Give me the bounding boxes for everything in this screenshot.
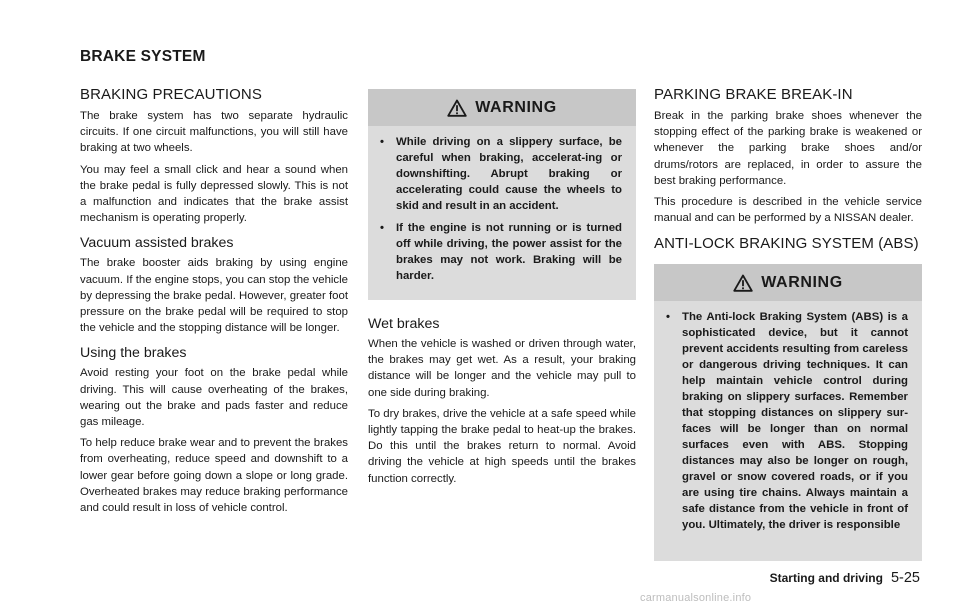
watermark: carmanualsonline.info: [640, 592, 752, 604]
column-braking-precautions: [80, 86, 348, 521]
warning-header: [368, 89, 636, 126]
page-footer: [770, 570, 920, 586]
column-parking-abs: [654, 86, 922, 561]
warning-text: If the engine is not running or is turned off while driving, the power assist for the brakes may not work. Braking will be harder.: [396, 222, 622, 282]
warning-label: WARNING: [475, 98, 557, 116]
warning-text: While driving on a slippery surface, be careful when braking, accelerat-ing or downshifting. Abrupt braking or accelerating could cause the wheels to skid and result in an accident.: [396, 136, 622, 212]
parking-brake-heading: PARKING BRAKE BREAK-IN: [654, 86, 853, 103]
using-the-brakes-heading: Using the brakes: [80, 345, 187, 362]
abs-warning-item: [666, 309, 908, 533]
using-paragraph-2: To help reduce brake wear and to prevent the brakes from overheating, reduce speed and downshift to a lower gear before going down a slope or long grade. Overheated brakes may reduce braking performance and could result in loss of vehicle control.: [80, 437, 348, 515]
page-number: 5-25: [890, 570, 920, 586]
column-warning-wet-brakes: [368, 86, 636, 492]
bullet: •: [666, 311, 670, 324]
abs-heading: ANTI-LOCK BRAKING SYSTEM (ABS): [654, 235, 919, 253]
abs-warning-box: [654, 264, 922, 561]
bullet: •: [380, 222, 384, 234]
abs-warning-text: The Anti-lock Braking System (ABS) is a sophisticated device, but it cannot prevent accidents resulting from careless or dangerous driving techniques. It can help maintain vehicle control during braking on slippery surfaces. Remember that stopping distances on slippery sur-faces will be longer than on normal surfaces even with ABS. Stopping distances may also be longer on rough, gravel or snow covered roads, or if you are using tire chains. Always maintain a safe distance from the vehicle in front of you. Ultimately, the driver is responsible: [682, 311, 908, 532]
warning-item: [380, 134, 622, 214]
parking-paragraph-2: This procedure is described in the vehicle service manual and can be performed by a NISSAN dealer.: [654, 196, 922, 225]
vacuum-paragraph: The brake booster aids braking by using engine vacuum. If the engine stops, you can stop the vehicle by depressing the brake pedal. However, greater foot pressure on the brake pedal will be required to stop the vehicle and the stopping distance will be longer.: [80, 257, 348, 335]
warning-box: [368, 89, 636, 300]
intro-paragraph-1: The brake system has two separate hydraulic circuits. If one circuit malfunctions, you will still have braking at two wheels.: [80, 110, 348, 155]
abs-warning-header: [654, 264, 922, 301]
intro-paragraph-2: You may feel a small click and hear a sound when the brake pedal is fully depressed slowly. This is not a malfunction and indicates that the brake assist mechanism is operating properly.: [80, 163, 348, 225]
vacuum-assisted-brakes-heading: Vacuum assisted brakes: [80, 235, 234, 252]
footer-section-name: Starting and driving: [769, 571, 883, 585]
braking-precautions-heading: BRAKING PRECAUTIONS: [80, 86, 262, 103]
parking-paragraph-1: Break in the parking brake shoes whenever the stopping effect of the parking brake is weakened or whenever the parking brake shoes and/or drums/rotors are replaced, in order to assure the best braking performance.: [654, 110, 922, 187]
bullet: •: [380, 136, 384, 148]
wet-brakes-heading: Wet brakes: [368, 316, 440, 332]
wet-paragraph-1: When the vehicle is washed or driven through water, the brakes may get wet. As a result, your braking distance will be longer and the vehicle may pull to one side during braking.: [368, 338, 636, 399]
abs-warning-label: WARNING: [761, 273, 843, 291]
abs-warning-list: [654, 301, 922, 549]
using-paragraph-1: Avoid resting your foot on the brake pedal while driving. This will cause overheating of the brakes, wearing out the brake and pads faster and reduce gas mileage.: [80, 367, 348, 429]
section-title: BRAKE SYSTEM: [80, 48, 206, 65]
warning-list: [368, 126, 636, 300]
warning-item: [380, 220, 622, 284]
warning-triangle-icon: [733, 274, 753, 292]
warning-triangle-icon: [447, 99, 467, 117]
wet-paragraph-2: To dry brakes, drive the vehicle at a safe speed while lightly tapping the brake pedal to heat-up the brakes. Do this until the brakes return to normal. Avoid driving the vehicle at high speeds until the brakes function correctly.: [368, 407, 636, 485]
